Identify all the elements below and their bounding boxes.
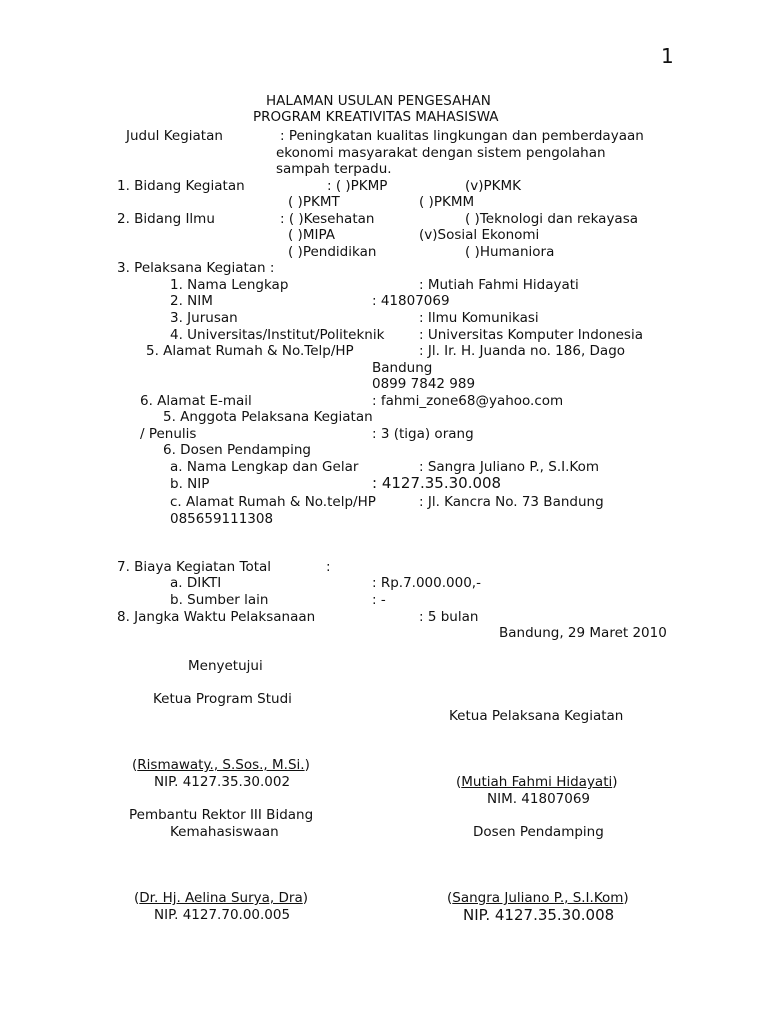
judul-value-line1: : Peningkatan kualitas lingkungan dan pemberdayaan	[280, 128, 644, 144]
anggota-value: : 3 (tiga) orang	[372, 426, 474, 442]
pelaksana-jurusan-value: : Ilmu Komunikasi	[419, 310, 539, 326]
pelaksana-univ-label: 4. Universitas/Institut/Politeknik	[170, 327, 385, 343]
kaprodi-nip: NIP. 4127.35.30.002	[154, 774, 291, 790]
dosen-nip-value: : 4127.35.30.008	[372, 474, 502, 492]
menyetujui-label: Menyetujui	[188, 658, 263, 674]
pelaksana-email-label: 6. Alamat E-mail	[140, 393, 252, 409]
bidang-ilmu-label: 2. Bidang Ilmu	[117, 211, 215, 227]
judul-value-line3: sampah terpadu.	[276, 161, 392, 177]
pelaksana-jurusan-label: 3. Jurusan	[170, 310, 238, 326]
pelaksana-label: 3. Pelaksana Kegiatan :	[117, 260, 275, 276]
bidang-kegiatan-pkmm: ( )PKMM	[419, 194, 475, 210]
kaprodi-open-paren: (	[132, 757, 138, 773]
ketua-signature	[456, 774, 618, 790]
dosen-sign-nip: NIP. 4127.35.30.008	[463, 906, 615, 924]
ketua-name: Mutiah Fahmi Hidayati	[461, 774, 613, 790]
bidang-ilmu-pendidikan: ( )Pendidikan	[288, 244, 377, 260]
biaya-colon: :	[326, 559, 331, 575]
dosen-signature	[447, 890, 629, 906]
dosen-phone: 085659111308	[170, 511, 274, 527]
page-title: HALAMAN USULAN PENGESAHAN	[266, 93, 491, 109]
bidang-ilmu-mipa: ( )MIPA	[288, 227, 335, 243]
dosen-open-paren: (	[447, 890, 453, 906]
pr3-open-paren: (	[134, 890, 140, 906]
bidang-ilmu-humaniora: ( )Humaniora	[465, 244, 555, 260]
dosen-alamat-label: c. Alamat Rumah & No.telp/HP	[170, 494, 376, 510]
pelaksana-alamat-label: 5. Alamat Rumah & No.Telp/HP	[146, 343, 354, 359]
pr3-title-line2: Kemahasiswaan	[170, 824, 279, 840]
ketua-open-paren: (	[456, 774, 462, 790]
pr3-signature	[134, 890, 308, 906]
jangka-label: 8. Jangka Waktu Pelaksanaan	[117, 609, 316, 625]
bidang-ilmu-sosial-ekonomi: (v)Sosial Ekonomi	[419, 227, 540, 243]
dosen-pendamping-title: Dosen Pendamping	[473, 824, 604, 840]
biaya-lain-label: b. Sumber lain	[170, 592, 269, 608]
biaya-dikti-value: : Rp.7.000.000,-	[372, 575, 481, 591]
dosen-nama-value: : Sangra Juliano P., S.I.Kom	[419, 459, 599, 475]
judul-label: Judul Kegiatan	[126, 128, 223, 144]
anggota-label-line2: / Penulis	[140, 426, 197, 442]
bidang-kegiatan-pkmk: (v)PKMK	[465, 178, 522, 194]
dosen-label: 6. Dosen Pendamping	[163, 442, 311, 458]
pelaksana-email-value: : fahmi_zone68@yahoo.com	[372, 393, 564, 409]
bidang-ilmu-teknologi: ( )Teknologi dan rekayasa	[465, 211, 639, 227]
page-number: 1	[661, 44, 674, 68]
bidang-kegiatan-label: 1. Bidang Kegiatan	[117, 178, 245, 194]
bidang-kegiatan-pkmp: : ( )PKMP	[327, 178, 388, 194]
pelaksana-nama-label: 1. Nama Lengkap	[170, 277, 289, 293]
dosen-nip-label: b. NIP	[170, 476, 210, 492]
pelaksana-nim-value: : 41807069	[372, 293, 450, 309]
pelaksana-telp-value: 0899 7842 989	[372, 376, 476, 392]
pelaksana-alamat-value-line2: Bandung	[372, 360, 433, 376]
document-date: Bandung, 29 Maret 2010	[499, 625, 667, 641]
pr3-title-line1: Pembantu Rektor III Bidang	[129, 807, 314, 823]
ketua-nim: NIM. 41807069	[487, 791, 591, 807]
bidang-ilmu-kesehatan: : ( )Kesehatan	[280, 211, 375, 227]
ketua-title: Ketua Pelaksana Kegiatan	[449, 708, 624, 724]
anggota-label-line1: 5. Anggota Pelaksana Kegiatan	[163, 409, 373, 425]
kaprodi-close-paren: )	[304, 757, 310, 773]
dosen-close-paren: )	[623, 890, 629, 906]
pr3-name: Dr. Hj. Aelina Surya, Dra	[139, 890, 303, 906]
pr3-close-paren: )	[302, 890, 308, 906]
biaya-label: 7. Biaya Kegiatan Total	[117, 559, 272, 575]
biaya-dikti-label: a. DIKTI	[170, 575, 222, 591]
bidang-kegiatan-pkmt: ( )PKMT	[288, 194, 340, 210]
jangka-value: : 5 bulan	[419, 609, 479, 625]
dosen-sign-name: Sangra Juliano P., S.I.Kom	[452, 890, 624, 906]
kaprodi-signature	[132, 757, 310, 773]
page-subtitle: PROGRAM KREATIVITAS MAHASISWA	[253, 109, 499, 125]
pelaksana-univ-value: : Universitas Komputer Indonesia	[419, 327, 643, 343]
biaya-lain-value: : -	[372, 592, 386, 608]
pelaksana-nim-label: 2. NIM	[170, 293, 213, 309]
dosen-alamat-value: : Jl. Kancra No. 73 Bandung	[419, 494, 604, 510]
pelaksana-nama-value: : Mutiah Fahmi Hidayati	[419, 277, 579, 293]
ketua-close-paren: )	[612, 774, 618, 790]
judul-value-line2: ekonomi masyarakat dengan sistem pengolahan	[276, 145, 606, 161]
kaprodi-name: Rismawaty., S.Sos., M.Si.	[137, 757, 305, 773]
dosen-nama-label: a. Nama Lengkap dan Gelar	[170, 459, 359, 475]
pr3-nip: NIP. 4127.70.00.005	[154, 907, 291, 923]
kaprodi-title: Ketua Program Studi	[153, 691, 292, 707]
pelaksana-alamat-value-line1: : Jl. Ir. H. Juanda no. 186, Dago	[419, 343, 626, 359]
